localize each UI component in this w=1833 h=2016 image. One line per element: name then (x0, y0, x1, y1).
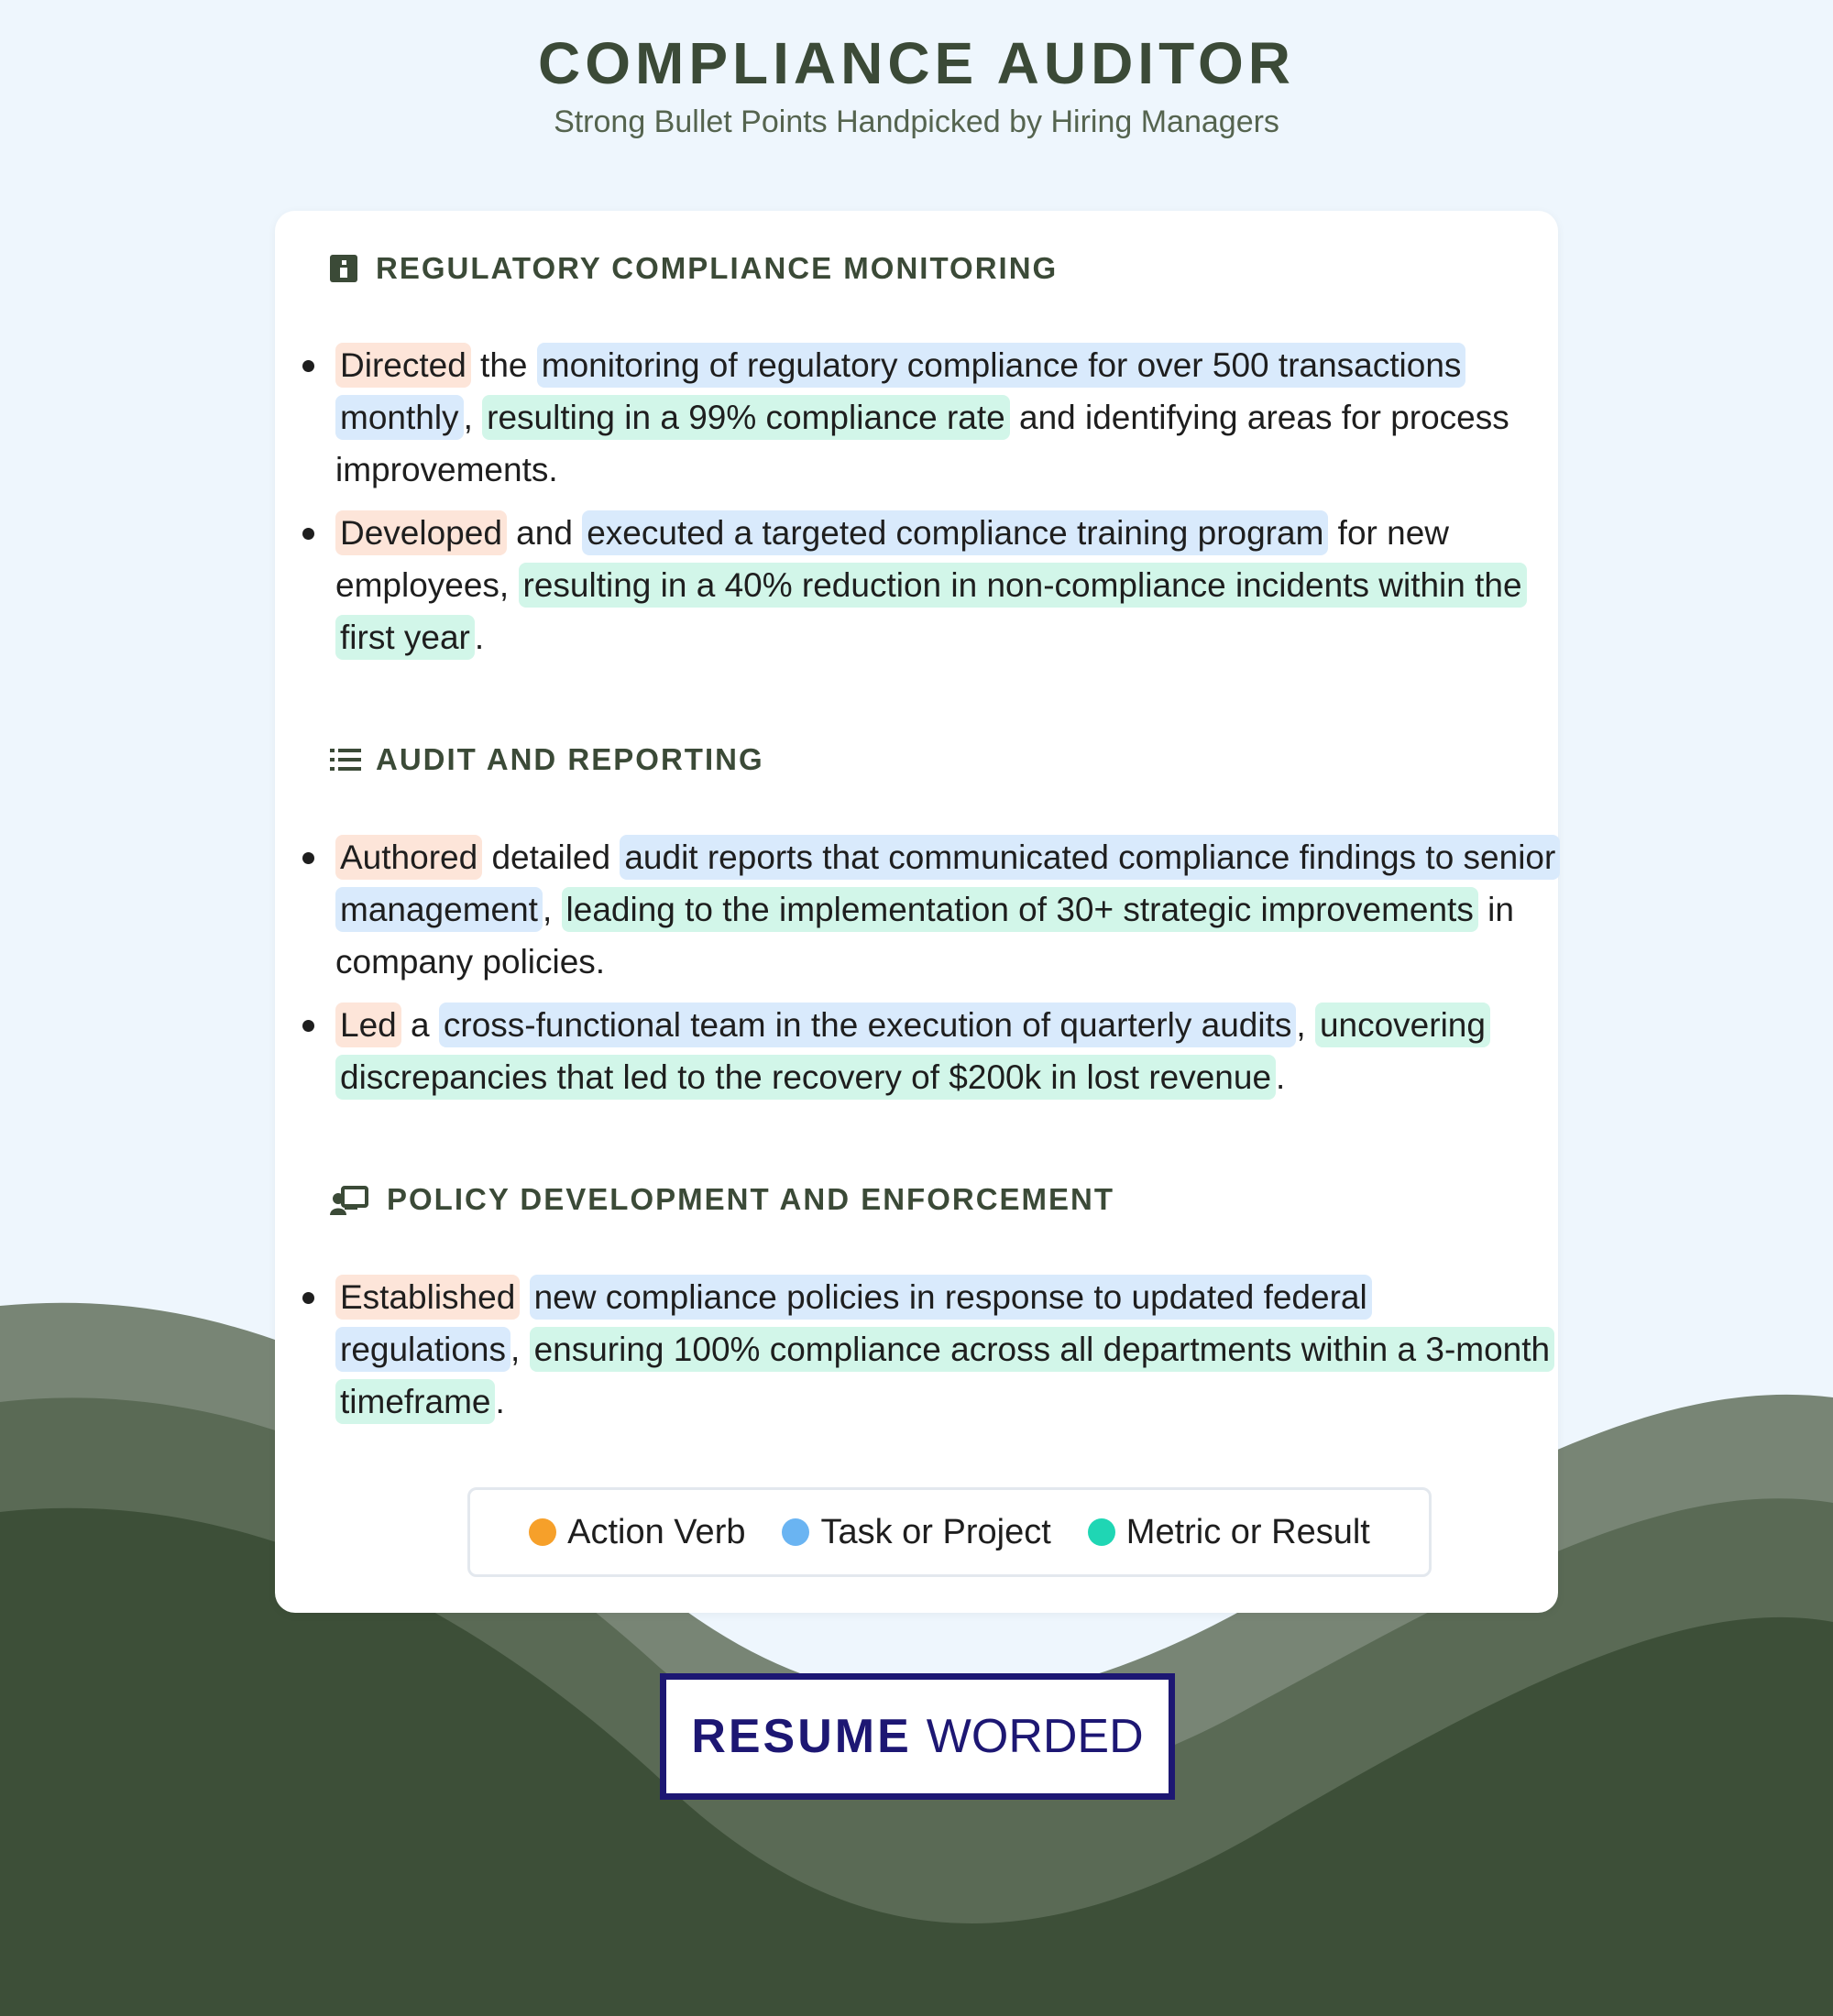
section-heading-policy-development (330, 1182, 1114, 1217)
highlight-legend (467, 1487, 1432, 1577)
bullet-text: detailed (482, 838, 620, 876)
page-subtitle: Strong Bullet Points Handpicked by Hiring Managers (554, 104, 1279, 139)
section-heading-regulatory-compliance (330, 251, 1058, 286)
task-highlight: executed a targeted compliance training program (582, 510, 1328, 555)
task-highlight: cross-functional team in the execution of quarterly audits (439, 1003, 1297, 1047)
resume-worded-logo (660, 1673, 1175, 1800)
bullet-text: for new employees, (335, 514, 1450, 604)
action-verb-highlight: Established (335, 1275, 520, 1320)
bullet-dot (302, 528, 314, 540)
bullet-point (301, 339, 1556, 496)
section-title: POLICY DEVELOPMENT AND ENFORCEMENT (387, 1182, 1115, 1216)
bullet-point (301, 507, 1556, 663)
logo-bold-text: RESUME (691, 1710, 912, 1763)
action-verb-highlight: Developed (335, 510, 507, 555)
bullet-text: and (506, 514, 583, 552)
bullet-text: . (1276, 1058, 1286, 1096)
bullet-dot (302, 852, 314, 864)
section-heading-audit-reporting (330, 742, 764, 777)
bullet-point (301, 831, 1556, 988)
bullet-text: , (463, 399, 483, 436)
page-header (0, 0, 1833, 140)
metric-highlight: resulting in a 40% reduction in non-compliance incidents within the first year (335, 563, 1527, 660)
action-verb-highlight: Authored (335, 835, 482, 880)
legend-label: Metric or Result (1125, 1512, 1370, 1551)
list-icon (330, 746, 357, 773)
bullet-point (301, 999, 1556, 1103)
metric-highlight: uncovering discrepancies that led to the recovery of $200k in lost revenue (335, 1003, 1490, 1100)
bullet-list-audit-reporting (301, 831, 1556, 1114)
bullet-text: . (474, 619, 485, 656)
bullet-text: , (542, 891, 562, 928)
action-verb-highlight: Directed (335, 343, 471, 388)
task-highlight: new compliance policies in response to updated federal regulations (335, 1275, 1372, 1372)
bullet-dot (302, 1292, 314, 1304)
task-highlight: audit reports that communicated compliance findings to senior management (335, 835, 1560, 932)
legend-label: Task or Project (820, 1512, 1051, 1551)
section-title: REGULATORY COMPLIANCE MONITORING (376, 251, 1059, 285)
page-title: COMPLIANCE AUDITOR (538, 30, 1295, 96)
section-title: AUDIT AND REPORTING (376, 742, 764, 776)
logo-regular-text: WORDED (926, 1710, 1144, 1763)
bullet-text: in company policies. (335, 891, 1514, 981)
bullet-list-regulatory-compliance (301, 339, 1556, 674)
task-highlight: monitoring of regulatory compliance for over 500 transactions monthly (335, 343, 1465, 440)
bullet-points-card (275, 211, 1558, 1613)
bullet-text (520, 1278, 529, 1316)
bullet-text: . (495, 1383, 505, 1420)
action-verb-highlight: Led (335, 1003, 401, 1047)
bullet-dot (302, 360, 314, 372)
bullet-point (301, 1271, 1556, 1428)
legend-item-action-verb (529, 1513, 745, 1552)
bullet-dot (302, 1020, 314, 1032)
legend-item-metric-result (1088, 1513, 1370, 1552)
metric-highlight: ensuring 100% compliance across all departments within a 3-month timeframe (335, 1327, 1554, 1424)
legend-label: Action Verb (567, 1512, 746, 1551)
bullet-text: , (1296, 1006, 1315, 1044)
metric-highlight: leading to the implementation of 30+ strategic improvements (562, 887, 1478, 932)
bullet-text: and identifying areas for process improvements. (335, 399, 1509, 488)
legend-dot-action-verb (529, 1518, 556, 1546)
bullet-list-policy-development (301, 1271, 1556, 1439)
presenter-board-icon (330, 1186, 368, 1213)
metric-highlight: resulting in a 99% compliance rate (482, 395, 1010, 440)
legend-dot-task-project (782, 1518, 809, 1546)
bullet-text: , (510, 1331, 530, 1368)
id-badge-icon (330, 255, 357, 282)
legend-item-task-project (782, 1513, 1050, 1552)
bullet-text: the (470, 346, 537, 384)
legend-dot-metric-result (1088, 1518, 1115, 1546)
bullet-text: a (401, 1006, 439, 1044)
